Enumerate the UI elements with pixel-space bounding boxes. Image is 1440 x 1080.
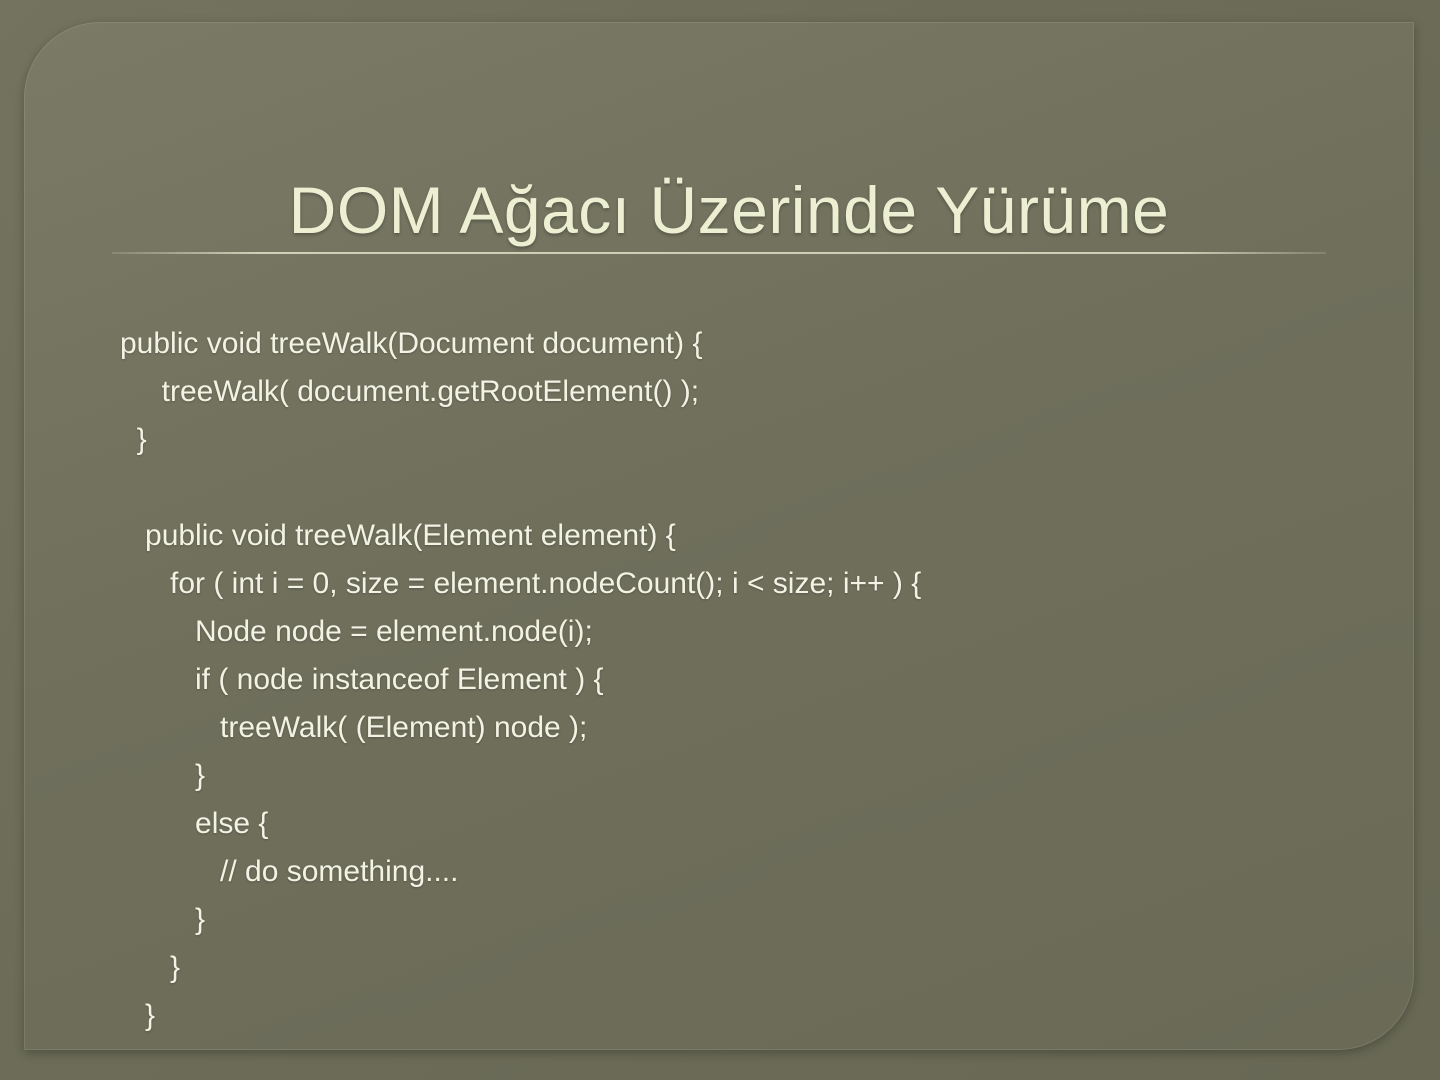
- content-panel: [24, 22, 1414, 1050]
- code-line: treeWalk( (Element) node );: [120, 711, 588, 744]
- code-line: }: [120, 903, 206, 936]
- code-line: }: [120, 759, 206, 792]
- code-line: }: [120, 999, 156, 1032]
- code-line: Node node = element.node(i);: [120, 615, 593, 648]
- code-line: for ( int i = 0, size = element.nodeCount(); i < size; i++ ) {: [120, 567, 922, 600]
- code-line: else {: [120, 807, 269, 840]
- code-line: public void treeWalk(Element element) {: [120, 519, 676, 552]
- code-line: if ( node instanceof Element ) {: [120, 663, 604, 696]
- title-divider: [112, 252, 1326, 254]
- code-block: [120, 320, 1344, 1040]
- page-title: DOM Ağacı Üzerinde Yürüme: [288, 173, 1170, 248]
- code-line: // do something....: [120, 855, 459, 888]
- code-line: public void treeWalk(Document document) {: [120, 327, 703, 360]
- code-line: }: [120, 423, 147, 456]
- code-line: [120, 464, 1344, 512]
- code-line: }: [120, 951, 181, 984]
- code-line: treeWalk( document.getRootElement() );: [120, 375, 700, 408]
